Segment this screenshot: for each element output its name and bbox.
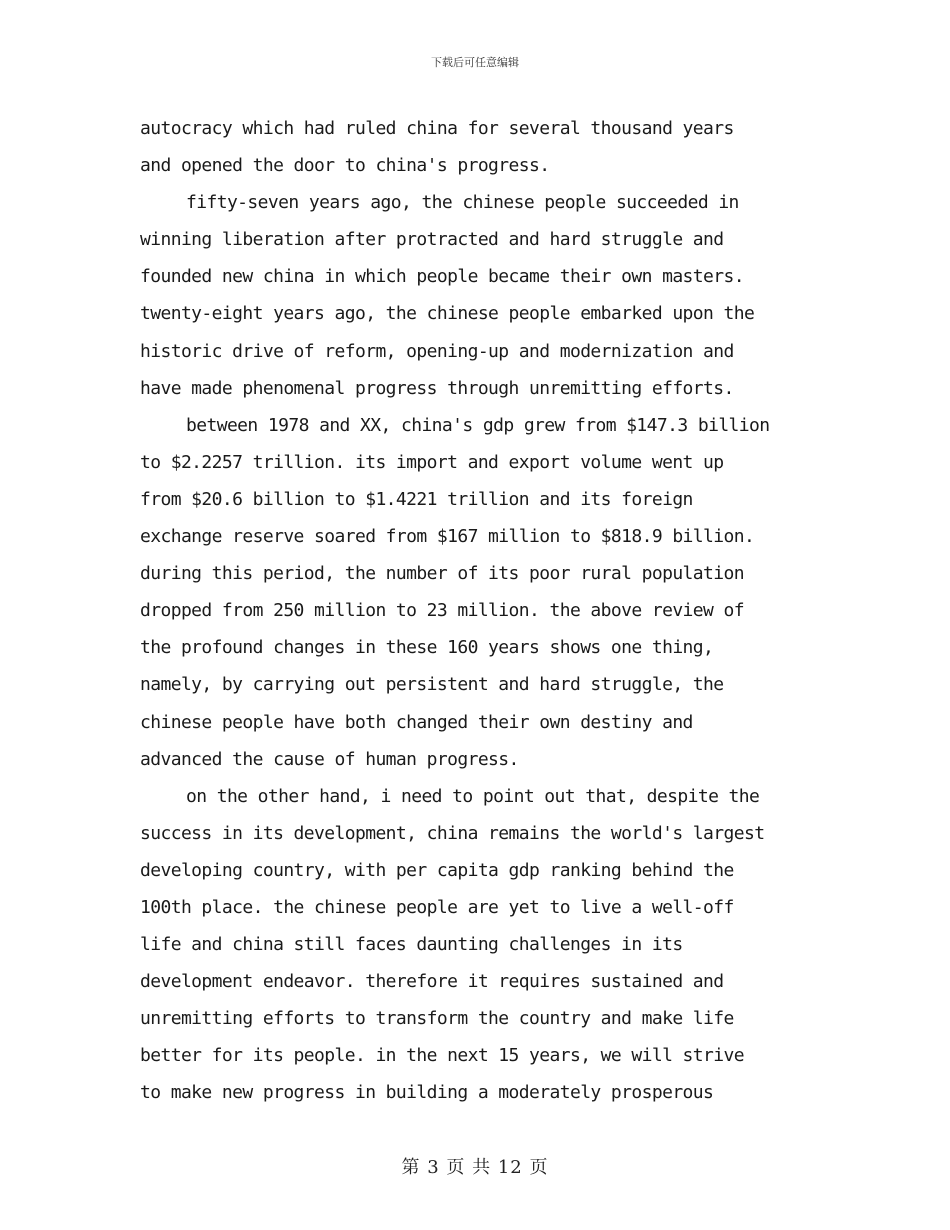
text-line: founded new china in which people became their own masters. (140, 266, 744, 288)
text-line: have made phenomenal progress through unremitting efforts. (140, 377, 734, 399)
text-line: the profound changes in these 160 years shows one thing, (140, 637, 714, 659)
text-line: better for its people. in the next 15 years, we will strive (140, 1045, 744, 1067)
text-line: and opened the door to china's progress. (140, 155, 550, 177)
text-line: developing country, with per capita gdp ranking behind the (140, 859, 734, 881)
text-line: unremitting efforts to transform the country and make life (140, 1008, 734, 1030)
text-line: advanced the cause of human progress. (140, 748, 519, 770)
text-line: from $20.6 billion to $1.4221 trillion and its foreign (140, 488, 693, 510)
page-header: 下载后可任意编辑 (431, 56, 519, 69)
text-line: dropped from 250 million to 23 million. the above review of (140, 600, 744, 622)
text-line: success in its development, china remains the world's largest (140, 822, 765, 844)
body-text (140, 110, 820, 1112)
paragraph-start-line: between 1978 and XX, china's gdp grew from $147.3 billion (186, 414, 770, 436)
text-line: chinese people have both changed their own destiny and (140, 711, 693, 733)
text-line: to $2.2257 trillion. its import and export volume went up (140, 451, 724, 473)
text-line: twenty-eight years ago, the chinese people embarked upon the (140, 303, 755, 325)
text-line: autocracy which had ruled china for several thousand years (140, 118, 734, 139)
text-line: life and china still faces daunting challenges in its (140, 934, 683, 956)
paragraph-start-line: on the other hand, i need to point out that, despite the (186, 785, 760, 807)
text-line: namely, by carrying out persistent and hard struggle, the (140, 674, 724, 696)
text-line: winning liberation after protracted and hard struggle and (140, 229, 724, 251)
text-line: to make new progress in building a moderately prosperous (140, 1082, 714, 1104)
text-line: exchange reserve soared from $167 million to $818.9 billion. (140, 526, 755, 548)
text-line: development endeavor. therefore it requires sustained and (140, 971, 724, 993)
text-line: historic drive of reform, opening-up and modernization and (140, 340, 734, 362)
text-line: 100th place. the chinese people are yet to live a well-off (140, 896, 734, 918)
paragraph-start-line: fifty-seven years ago, the chinese people succeeded in (186, 192, 739, 214)
text-line: during this period, the number of its poor rural population (140, 563, 744, 585)
page-number-footer: 第 3 页 共 12 页 (401, 1157, 549, 1178)
